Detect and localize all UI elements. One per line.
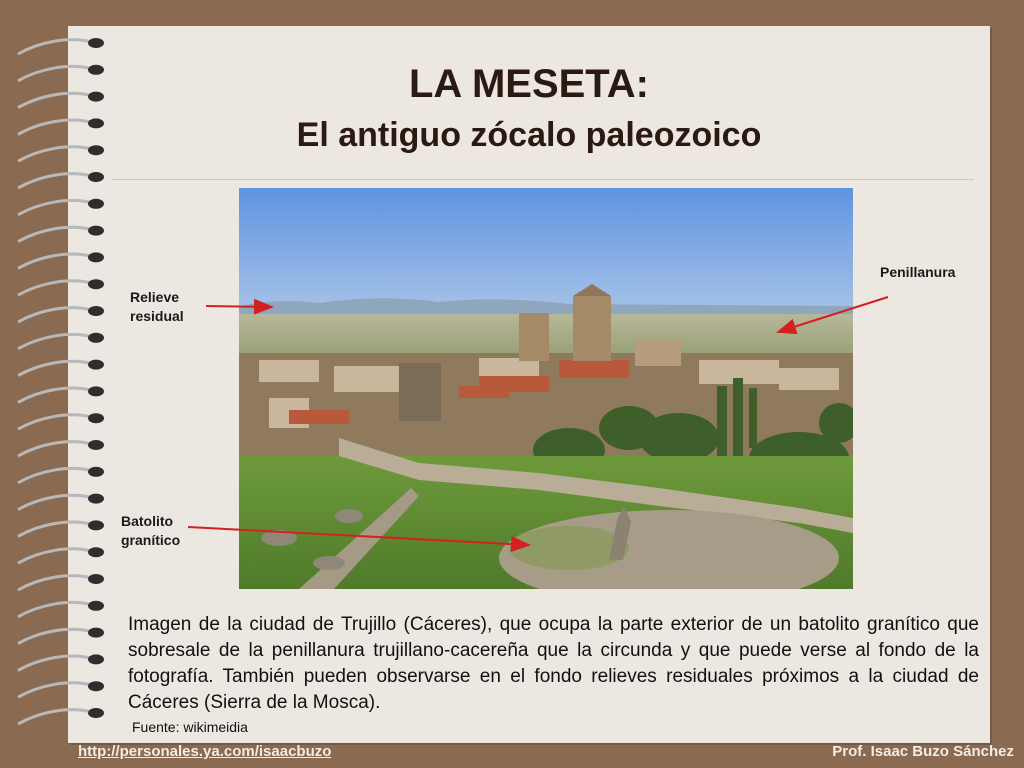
title-divider [112,179,974,180]
spiral-ring [18,442,92,456]
spiral-ring [18,361,92,375]
spiral-ring [18,334,92,348]
binding-hole [88,467,104,477]
spiral-ring [18,629,92,643]
photo-caption: Imagen de la ciudad de Trujillo (Cáceres), que ocupa la parte exterior de un batolito granítico que sobresale de la penillanura trujillano-cacereña que la circunda y que puede verse al fondo de la fotografía. También pueden observarse en el fondo relieves residuales próximos a la ciudad de Cáceres (Sierra de la Mosca). [128,614,979,713]
slide-subtitle: El antiguo zócalo paleozoico [296,116,762,154]
source-credit: Fuente: wikimeidia [132,719,248,735]
spiral-ring [18,468,92,482]
spiral-ring [18,174,92,188]
relieve-residual-label: Relieve residual [130,289,184,324]
binding-hole [88,413,104,423]
spiral-ring [18,308,92,322]
spiral-ring [18,683,92,697]
binding-hole [88,38,104,48]
author-name: Prof. Isaac Buzo Sánchez [832,743,1014,760]
binding-hole [88,199,104,209]
spiral-ring [18,656,92,670]
binding-hole [88,494,104,504]
binding-hole [88,601,104,611]
spiral-ring [18,388,92,402]
slide-title: LA MESETA: [409,62,649,106]
spiral-ring [18,549,92,563]
binding-hole [88,708,104,718]
binding-hole [88,440,104,450]
spiral-ring [18,602,92,616]
binding-hole [88,360,104,370]
binding-hole [88,252,104,262]
binding-hole [88,172,104,182]
binding-hole [88,574,104,584]
spiral-ring [18,227,92,241]
binding-hole [88,654,104,664]
binding-hole [88,520,104,530]
binding-hole [88,628,104,638]
spiral-ring [18,495,92,509]
binding-hole [88,333,104,343]
binding-hole [88,279,104,289]
spiral-ring [18,200,92,214]
binding-hole [88,306,104,316]
binding-hole [88,681,104,691]
binding-hole [88,386,104,396]
batolito-granitico-label: Batolito granítico [121,513,181,548]
spiral-ring [18,40,92,54]
spiral-ring [18,281,92,295]
spiral-ring [18,576,92,590]
binding-hole [88,226,104,236]
spiral-ring [18,710,92,724]
binding-hole [88,547,104,557]
penillanura-label: Penillanura [880,264,956,280]
author-website-link[interactable]: http://personales.ya.com/isaacbuzo [78,743,332,760]
spiral-ring [18,254,92,268]
spiral-ring [18,415,92,429]
trujillo-photo [239,188,853,589]
spiral-ring [18,522,92,536]
